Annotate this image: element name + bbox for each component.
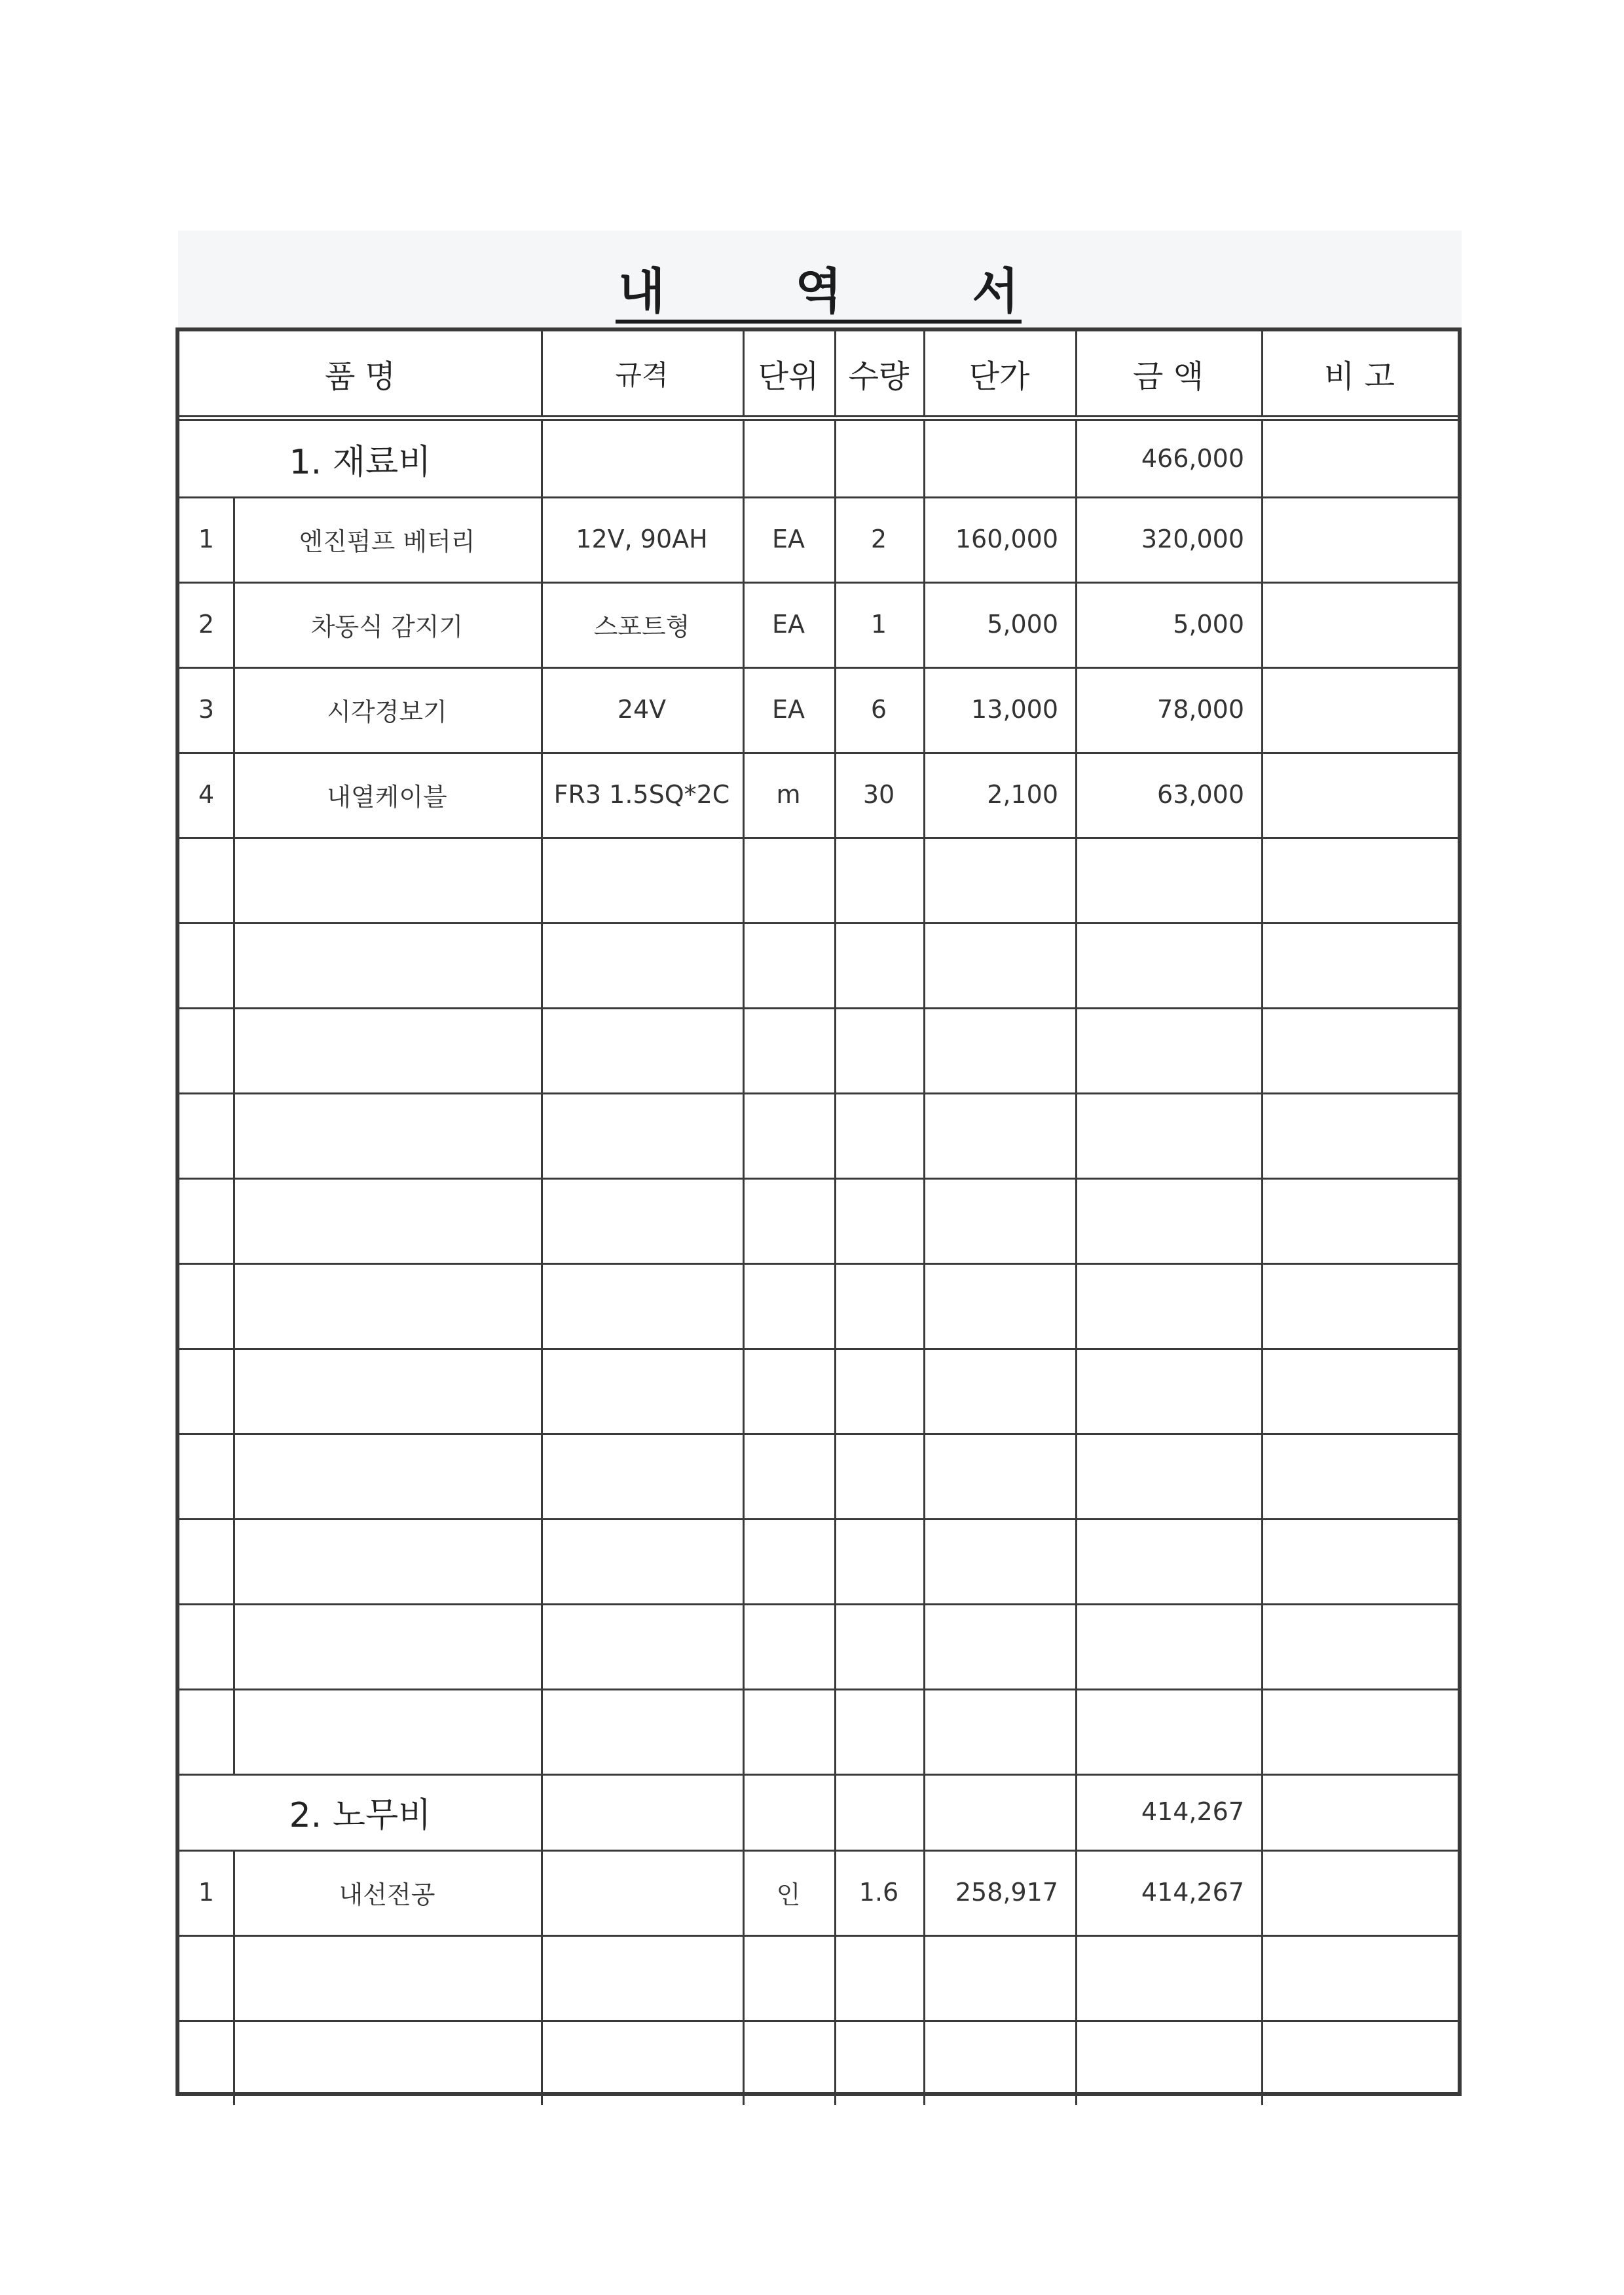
column-divider xyxy=(1261,837,1263,922)
column-divider xyxy=(743,1178,745,1263)
column-divider xyxy=(1261,1518,1263,1603)
item-amount: 63,000 xyxy=(1157,780,1244,809)
section-label: 1. 재료비 xyxy=(289,442,432,482)
column-divider xyxy=(743,1518,745,1603)
item-amount: 320,000 xyxy=(1141,525,1244,553)
column-divider xyxy=(1075,1603,1077,1689)
column-divider xyxy=(233,1518,235,1603)
column-divider xyxy=(1075,1433,1077,1518)
row-divider xyxy=(179,1518,1458,1520)
row-divider xyxy=(179,1603,1458,1605)
column-divider xyxy=(743,1348,745,1433)
item-unit: EA xyxy=(771,610,805,639)
column-divider xyxy=(834,1603,836,1689)
column-divider xyxy=(541,1178,543,1263)
item-unit-price: 13,000 xyxy=(971,695,1058,724)
column-divider xyxy=(923,1007,925,1092)
column-divider xyxy=(1075,331,1077,415)
item-unit: EA xyxy=(771,525,805,553)
column-divider xyxy=(1261,1935,1263,2020)
item-unit-price: 258,917 xyxy=(955,1878,1058,1907)
column-divider xyxy=(233,1263,235,1348)
row-divider xyxy=(179,1178,1458,1180)
column-divider xyxy=(1075,1178,1077,1263)
item-unit: 인 xyxy=(776,1880,801,1909)
item-name: 엔진펌프 베터리 xyxy=(299,527,475,556)
row-divider xyxy=(179,1433,1458,1435)
column-divider xyxy=(541,2020,543,2105)
column-divider xyxy=(923,1603,925,1689)
column-divider xyxy=(541,1518,543,1603)
column-divider xyxy=(1075,922,1077,1007)
column-divider xyxy=(743,1774,745,1850)
itemized-statement-table xyxy=(175,327,1462,2096)
column-divider xyxy=(923,837,925,922)
column-divider xyxy=(1261,1689,1263,1774)
column-divider xyxy=(1261,667,1263,752)
item-spec xyxy=(541,1850,743,1935)
item-unit-price: 2,100 xyxy=(987,780,1058,809)
item-unit-price: 5,000 xyxy=(987,610,1058,639)
column-divider xyxy=(923,922,925,1007)
item-qty: 1.6 xyxy=(858,1878,899,1907)
item-amount: 414,267 xyxy=(1141,1878,1244,1907)
column-divider xyxy=(233,1092,235,1178)
column-divider xyxy=(923,1689,925,1774)
column-divider xyxy=(1261,1348,1263,1433)
item-spec: 12V, 90AH xyxy=(576,525,708,553)
column-divider xyxy=(1261,496,1263,582)
column-divider xyxy=(1075,1935,1077,2020)
column-divider xyxy=(1261,752,1263,837)
row-divider xyxy=(179,922,1458,924)
row-divider xyxy=(179,1263,1458,1265)
column-divider xyxy=(923,1935,925,2020)
title-char-2: 역 xyxy=(795,263,842,320)
item-name: 차동식 감지기 xyxy=(310,612,464,641)
column-divider xyxy=(541,331,543,415)
header-unit: 단위 xyxy=(758,358,819,395)
item-unit: EA xyxy=(771,695,805,724)
column-divider xyxy=(541,1348,543,1433)
item-unit-price: 160,000 xyxy=(955,525,1058,553)
header-spec: 규격 xyxy=(615,359,669,391)
column-divider xyxy=(743,331,745,415)
row-divider xyxy=(179,1092,1458,1094)
item-name: 내선전공 xyxy=(339,1880,435,1909)
column-divider xyxy=(743,1263,745,1348)
column-divider xyxy=(923,331,925,415)
column-divider xyxy=(743,2020,745,2105)
column-divider xyxy=(743,837,745,922)
column-divider xyxy=(834,1774,836,1850)
column-divider xyxy=(923,1263,925,1348)
column-divider xyxy=(923,1774,925,1850)
column-divider xyxy=(834,1689,836,1774)
item-qty: 30 xyxy=(862,780,895,809)
column-divider xyxy=(1261,1433,1263,1518)
column-divider xyxy=(1075,420,1077,496)
line-number: 3 xyxy=(198,695,215,724)
column-divider xyxy=(1075,1092,1077,1178)
item-qty: 1 xyxy=(870,610,887,639)
column-divider xyxy=(743,1007,745,1092)
row-divider xyxy=(179,1935,1458,1937)
column-divider xyxy=(923,1092,925,1178)
column-divider xyxy=(1261,1007,1263,1092)
row-divider xyxy=(179,1689,1458,1690)
item-amount: 5,000 xyxy=(1173,610,1244,639)
row-divider xyxy=(179,2020,1458,2022)
line-number: 1 xyxy=(198,1878,215,1907)
column-divider xyxy=(233,922,235,1007)
item-name: 내열케이블 xyxy=(327,782,447,812)
title-char-1: 내 xyxy=(618,263,665,320)
column-divider xyxy=(834,1518,836,1603)
column-divider xyxy=(1261,1774,1263,1850)
header-qty: 수량 xyxy=(848,358,910,395)
column-divider xyxy=(743,1935,745,2020)
column-divider xyxy=(834,1935,836,2020)
column-divider xyxy=(233,1178,235,1263)
item-name: 시각경보기 xyxy=(327,697,447,726)
column-divider xyxy=(541,837,543,922)
column-divider xyxy=(233,837,235,922)
column-divider xyxy=(1075,1007,1077,1092)
header-amount: 금 액 xyxy=(1133,358,1204,395)
item-qty: 6 xyxy=(870,695,887,724)
column-divider xyxy=(541,1263,543,1348)
column-divider xyxy=(1075,1774,1077,1850)
column-divider xyxy=(233,1689,235,1774)
column-divider xyxy=(233,2020,235,2105)
line-number: 4 xyxy=(198,780,215,809)
column-divider xyxy=(743,1092,745,1178)
column-divider xyxy=(834,837,836,922)
column-divider xyxy=(1261,582,1263,667)
column-divider xyxy=(834,1348,836,1433)
column-divider xyxy=(1075,1518,1077,1603)
column-divider xyxy=(1075,1348,1077,1433)
column-divider xyxy=(743,1433,745,1518)
section-label: 2. 노무비 xyxy=(289,1795,432,1835)
row-divider xyxy=(179,837,1458,839)
column-divider xyxy=(541,1092,543,1178)
column-divider xyxy=(233,1007,235,1092)
column-divider xyxy=(923,1518,925,1603)
column-divider xyxy=(541,922,543,1007)
line-number: 2 xyxy=(198,610,215,639)
column-divider xyxy=(834,331,836,415)
column-divider xyxy=(1075,837,1077,922)
item-amount: 78,000 xyxy=(1157,695,1244,724)
column-divider xyxy=(743,922,745,1007)
column-divider xyxy=(1261,1263,1263,1348)
column-divider xyxy=(834,1007,836,1092)
column-divider xyxy=(923,1433,925,1518)
column-divider xyxy=(834,2020,836,2105)
column-divider xyxy=(834,420,836,496)
column-divider xyxy=(1261,2020,1263,2105)
column-divider xyxy=(541,420,543,496)
document-title xyxy=(616,254,1022,324)
column-divider xyxy=(743,1603,745,1689)
column-divider xyxy=(834,1433,836,1518)
column-divider xyxy=(1075,2020,1077,2105)
column-divider xyxy=(1261,922,1263,1007)
item-spec: 24V xyxy=(617,695,667,724)
column-divider xyxy=(1261,1178,1263,1263)
item-qty: 2 xyxy=(870,525,887,553)
column-divider xyxy=(233,1348,235,1433)
column-divider xyxy=(541,1007,543,1092)
header-unit-price: 단가 xyxy=(969,358,1030,395)
item-spec: FR3 1.5SQ*2C xyxy=(553,780,730,809)
item-spec: 스포트형 xyxy=(593,612,690,641)
column-divider xyxy=(1261,331,1263,415)
column-divider xyxy=(834,1092,836,1178)
column-divider xyxy=(923,1348,925,1433)
item-unit: m xyxy=(776,780,801,809)
column-divider xyxy=(1075,1689,1077,1774)
column-divider xyxy=(541,1433,543,1518)
line-number: 1 xyxy=(198,525,215,553)
row-divider xyxy=(179,1348,1458,1350)
column-divider xyxy=(541,1774,543,1850)
column-divider xyxy=(233,1935,235,2020)
column-divider xyxy=(834,1263,836,1348)
title-char-3: 서 xyxy=(972,263,1019,320)
column-divider xyxy=(923,420,925,496)
header-item: 품 명 xyxy=(325,358,396,395)
column-divider xyxy=(1261,420,1263,496)
column-divider xyxy=(923,2020,925,2105)
column-divider xyxy=(834,922,836,1007)
column-divider xyxy=(1261,1850,1263,1935)
column-divider xyxy=(233,1433,235,1518)
column-divider xyxy=(743,420,745,496)
column-divider xyxy=(743,1689,745,1774)
section-total: 466,000 xyxy=(1141,444,1244,473)
column-divider xyxy=(541,1603,543,1689)
column-divider xyxy=(834,1178,836,1263)
column-divider xyxy=(541,1935,543,2020)
column-divider xyxy=(233,1603,235,1689)
column-divider xyxy=(541,1689,543,1774)
section-total: 414,267 xyxy=(1141,1797,1244,1826)
column-divider xyxy=(1261,1603,1263,1689)
column-divider xyxy=(1075,1263,1077,1348)
column-divider xyxy=(923,1178,925,1263)
header-remark: 비 고 xyxy=(1324,358,1395,395)
column-divider xyxy=(1261,1092,1263,1178)
row-divider xyxy=(179,1007,1458,1009)
